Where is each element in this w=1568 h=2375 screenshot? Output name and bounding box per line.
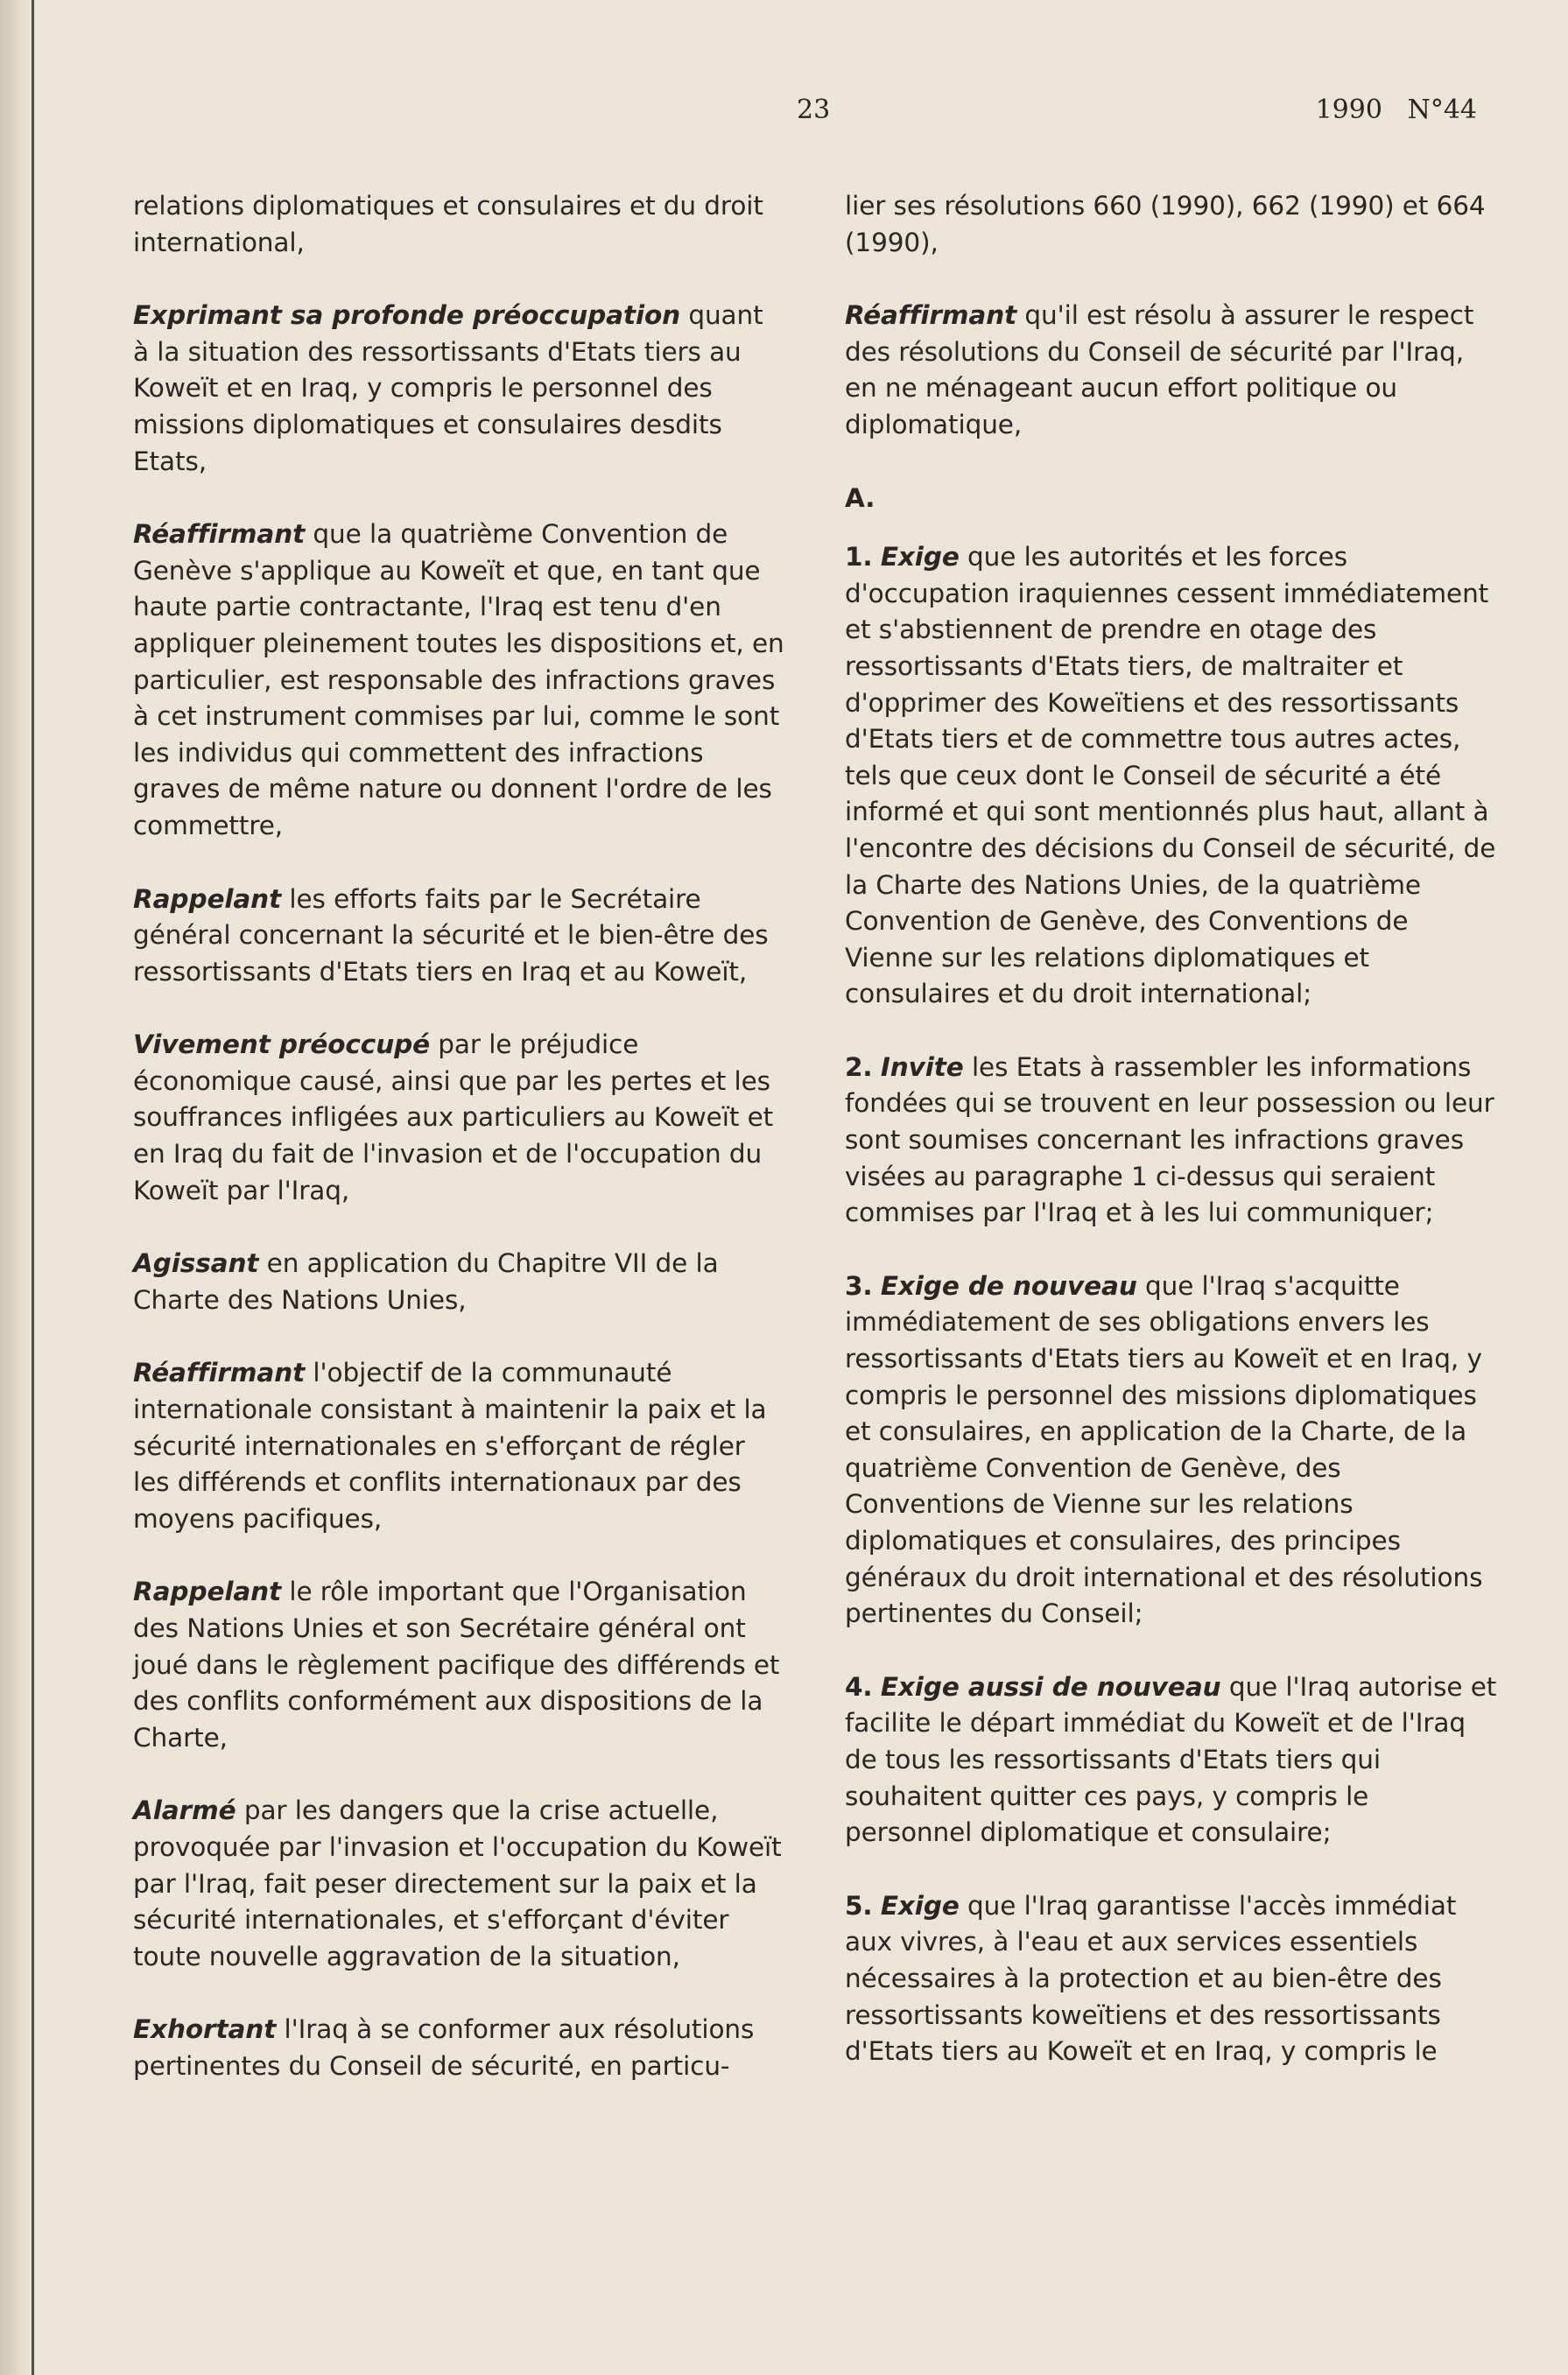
paragraph-text: que l'Iraq garantisse l'accès immédiat aux vivres, à l'eau et aux services essentiels nécessaires à la protection et au bien-être des ressortissants koweïtiens et des ressortissants d'Etats tiers au Koweït et en Iraq, y compris le [845,1890,1457,2067]
paragraph-keyword: Vivement préoccupé [133,1029,431,1060]
paragraph-number: 2. [845,1051,873,1082]
paragraph-text: les Etats à rassembler les informations fondées qui se trouvent en leur possession ou leur sont soumises concernant les infractions graves visées au paragraphe 1 ci-dessus qui seraient commises par l'Iraq et à les lui communiquer; [845,1051,1494,1228]
paragraph-text: l'Iraq à se conformer aux résolutions pertinentes du Conseil de sécurité, en particu- [133,2014,755,2081]
paragraph-keyword: Exhortant [133,2014,277,2045]
operative-paragraph [845,1268,1497,1633]
paragraph-keyword: Exprimant sa profonde préoccupation [133,300,681,331]
paragraph-text: lier ses résolutions 660 (1990), 662 (1990) et 664 (1990), [845,191,1486,257]
preamble-paragraph [845,188,1497,261]
paragraph-text: par les dangers que la crise actuelle, provoquée par l'invasion et l'occupation du Koweït par l'Iraq, fait peser directement sur la paix et la sécurité internationales, et s'efforçant d'éviter toute nouvelle aggravation de la situation, [133,1795,782,1971]
preamble-paragraph [133,882,785,991]
paragraph-keyword: Réaffirmant [133,1358,306,1388]
paragraph-text: par le préjudice économique causé, ainsi que par les pertes et les souffrances infligées aux particuliers au Koweït et en Iraq du fait de l'invasion et de l'occupation du Koweït par l'Iraq, [133,1029,774,1205]
operative-paragraph [845,539,1497,1013]
paragraph-keyword: Rappelant [133,883,282,914]
preamble-paragraph [845,298,1497,443]
paragraph-text: que les autorités et les forces d'occupation iraquiennes cessent immédiatement et s'abstiennent de prendre en otage des ressortissants d'Etats tiers, de maltraiter et d'opprimer des Koweïtiens et des ressortissants d'Etats tiers et de commettre tous autres actes, tels que ceux dont le Conseil de sécurité a été informé et qui sont mentionnés plus haut, allant à l'encontre des décisions du Conseil de sécurité, de la Charte des Nations Unies, de la quatrième Convention de Genève, des Conventions de Vienne sur les relations diplomatiques et consulaires et du droit international; [845,542,1496,1009]
paragraph-text: que l'Iraq s'acquitte immédiatement de ses obligations envers les ressortissants d'Etats tiers au Koweït et en Iraq, y compris le personnel des missions diplomatiques et consulaires, en application de la Charte, de la quatrième Convention de Genève, des Conventions de Vienne sur les relations diplomatiques et consulaires, des principes généraux du droit international et des résolutions pertinentes du Conseil; [845,1270,1483,1629]
paragraph-number: 1. [845,542,873,573]
paragraph-number: 5. [845,1890,873,1921]
paragraph-text: le rôle important que l'Organisation des Nations Unies et son Secrétaire général ont joué dans le règlement pacifique des différends et des conflits conformément aux dispositions de la Charte, [133,1577,780,1753]
paragraph-keyword: Réaffirmant [133,519,306,550]
paragraph-keyword: Exige de nouveau [880,1270,1137,1301]
paragraph-keyword: Rappelant [133,1577,282,1607]
document-reference [1316,95,1477,125]
paragraph-text: quant à la situation des ressortissants d'Etats tiers au Koweït et en Iraq, y compris le personnel des missions diplomatiques et consulaires desdits Etats, [133,300,763,476]
page-number: 23 [797,95,831,125]
preamble-paragraph [133,298,785,480]
left-column [133,188,785,2122]
paragraph-text: que l'Iraq autorise et facilite le départ immédiat du Koweït et de l'Iraq de tous les ressortissants d'Etats tiers qui souhaitent quitter ces pays, y compris le personnel diplomatique et consulaire; [845,1671,1497,1848]
operative-paragraph [845,1050,1497,1232]
preamble-paragraph [133,1793,785,1975]
paragraph-text: l'objectif de la communauté internationale consistant à maintenir la paix et la sécurité internationales en s'efforçant de régler les différends et conflits internationaux par des moyens pacifiques, [133,1358,767,1534]
section-label: A. [845,482,875,513]
right-column [845,188,1497,2107]
operative-paragraph [845,1669,1497,1852]
paragraph-keyword: Réaffirmant [845,300,1017,331]
paragraph-number: 4. [845,1671,873,1702]
preamble-paragraph [133,2012,785,2084]
operative-paragraph [845,1888,1497,2070]
document-year: 1990 [1315,95,1382,125]
preamble-paragraph [133,1574,785,1756]
binding-edge [32,0,34,2375]
paragraph-number: 3. [845,1270,873,1301]
preamble-paragraph [133,516,785,844]
page-header [0,88,1568,140]
number-label: N° [1407,95,1444,125]
paragraph-keyword: Exige aussi de nouveau [880,1671,1221,1702]
paragraph-keyword: Exige [880,1890,960,1921]
preamble-paragraph [133,188,785,261]
preamble-paragraph [133,1246,785,1318]
preamble-paragraph [133,1355,785,1537]
paragraph-keyword: Alarmé [133,1795,236,1826]
paragraph-text: les efforts faits par le Secrétaire général concernant la sécurité et le bien-être des ressortissants d'Etats tiers en Iraq et au Koweït, [133,883,769,987]
document-number: 44 [1443,95,1477,125]
paragraph-text: que la quatrième Convention de Genève s'applique au Koweït et que, en tant que haute partie contractante, l'Iraq est tenu d'en appliquer pleinement toutes les dispositions et, en particulier, est responsable des infractions graves à cet instrument commises par lui, comme le sont les individus qui commettent des infractions graves de même nature ou donnent l'ordre de les commettre, [133,519,784,840]
paragraph-keyword: Exige [880,542,960,573]
paragraph-keyword: Invite [880,1051,964,1082]
paragraph-keyword: Agissant [133,1248,259,1279]
paragraph-text: en application du Chapitre VII de la Charte des Nations Unies, [133,1248,719,1315]
paragraph-text: relations diplomatiques et consulaires et du droit international, [133,191,763,257]
preamble-paragraph [133,1027,785,1209]
paragraph-text: qu'il est résolu à assurer le respect des résolutions du Conseil de sécurité par l'Iraq, en ne ménageant aucun effort politique ou diplomatique, [845,300,1474,439]
